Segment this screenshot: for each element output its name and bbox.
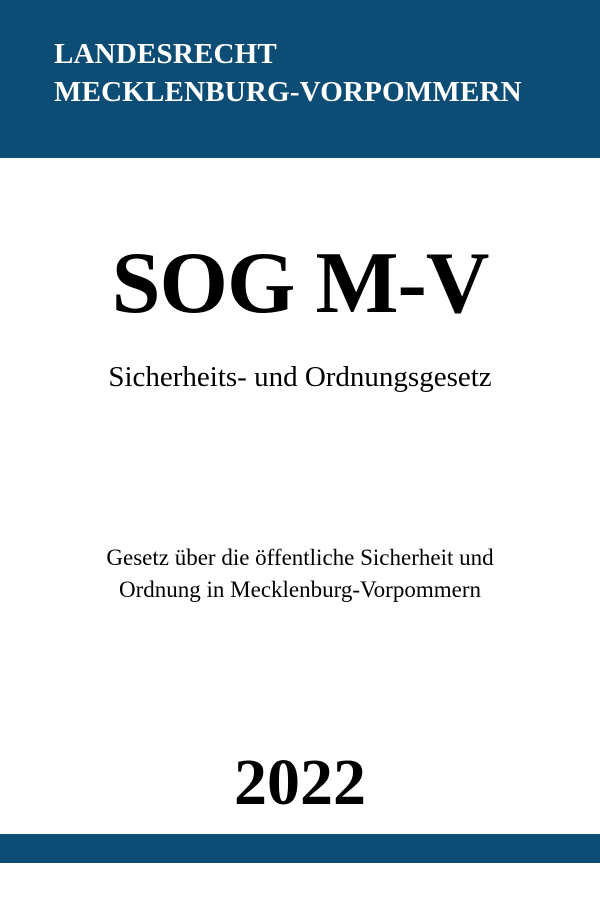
- description-line-2: Ordnung in Mecklenburg-Vorpommern: [119, 577, 481, 602]
- top-color-band: [0, 0, 600, 158]
- book-description: [0, 542, 600, 606]
- series-label-line-1: LANDESRECHT: [54, 38, 277, 70]
- description-line-1: Gesetz über die öffentliche Sicherheit und: [106, 545, 494, 570]
- edition-year: 2022: [234, 746, 366, 819]
- series-label-line-2: MECKLENBURG-VORPOMMERN: [54, 76, 522, 108]
- book-title: SOG M-V: [111, 235, 489, 332]
- book-subtitle: Sicherheits- und Ordnungsgesetz: [108, 361, 492, 393]
- bottom-color-band: [0, 834, 600, 863]
